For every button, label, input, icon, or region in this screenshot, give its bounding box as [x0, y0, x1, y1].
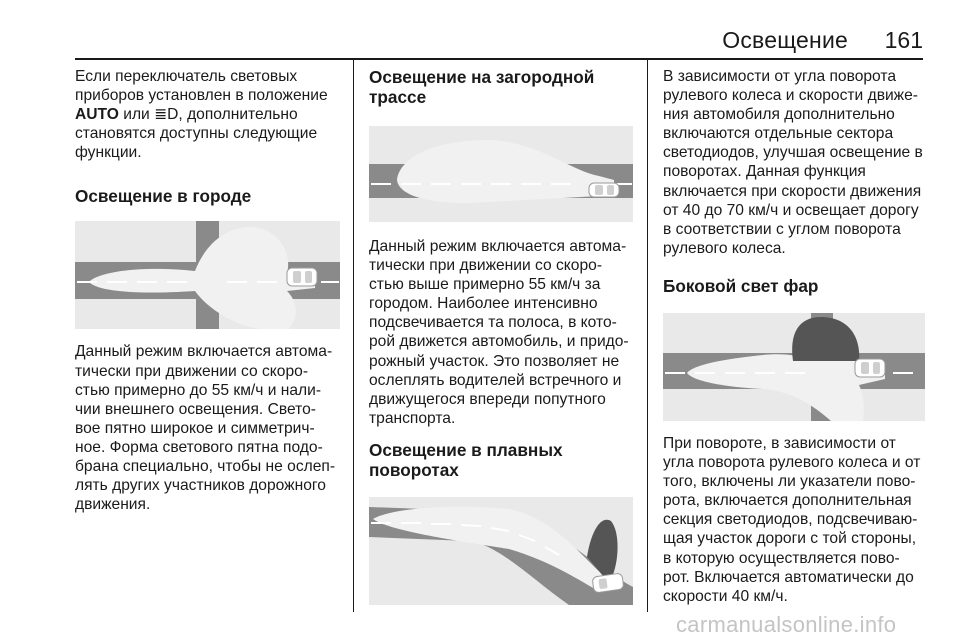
column-3 — [663, 67, 925, 606]
site-watermark: carmanualsonline.info — [676, 612, 897, 637]
column-divider-1 — [353, 60, 354, 612]
country-light-illustration — [369, 126, 633, 222]
cornering-light-illustration — [663, 313, 925, 421]
car-icon — [589, 183, 619, 197]
section-body-city: Данный режим включается автома-тически при движении со скоро-стью примерно до 55 км/ч и нали-чии внешнего освещения. Свето-вое пятно широкое и симметрич-ное. Форма светового пятна подо-брана специально, чтобы не ослеп-лять других участников дорожного движения. — [75, 343, 336, 514]
page-number: 161 — [884, 27, 923, 53]
section-body-country: Данный режим включается автома-тически при движении со скоро-стью выше примерно 55 км/ч за городом. Наиболее интенсивно подсвечивается та полоса, в кото-рой движется автомобиль, и придо-рожный участок. Это позволяет не ослеплять водителей встречного и движущегося впереди попутного транспорта. — [369, 238, 629, 427]
curve-light-illustration — [369, 497, 633, 605]
car-icon — [592, 573, 624, 593]
column-divider-2 — [647, 60, 648, 612]
car-icon — [287, 268, 317, 286]
city-light-illustration — [75, 221, 340, 329]
section-title-cornering: Боковой свет фар — [663, 275, 819, 296]
chapter-title: Освещение — [722, 27, 848, 53]
intro-paragraph: Если переключатель световых приборов установлен в положение AUTO или ≣D, дополнительно становятся доступны следующие функции. — [75, 68, 328, 162]
section-title-country: Освещение на загородной трассе — [369, 67, 595, 107]
low-beam-symbol: ≣D — [154, 106, 179, 124]
car-icon — [855, 359, 885, 377]
header-rule — [75, 58, 923, 60]
section-body-cornering: При повороте, в зависимости от угла поворота рулевого колеса и от того, включены ли указатели пово-рота, включается дополнительная секция светодиодов, подсвечиваю-щая участок дороги с той стороны, в которую осуществляется пово-рот. Включается автоматически до скорости 40 км/ч. — [663, 434, 921, 605]
section-title-city: Освещение в городе — [75, 186, 252, 207]
auto-mode-label: AUTO — [75, 106, 119, 124]
column-1 — [75, 67, 340, 514]
column-2 — [369, 67, 633, 605]
curve-body: В зависимости от угла поворота рулевого колеса и скорости движе-ния автомобиля дополнительно включаются отдельные сектора светодиодов, улучшая освещение в поворотах. Данная функция включается при скорости движения от 40 до 70 км/ч и освещает дорогу в соответствии с углом поворота рулевого колеса. — [663, 68, 923, 257]
page-header — [0, 0, 960, 60]
section-title-curve: Освещение в плавных поворотах — [369, 439, 563, 480]
